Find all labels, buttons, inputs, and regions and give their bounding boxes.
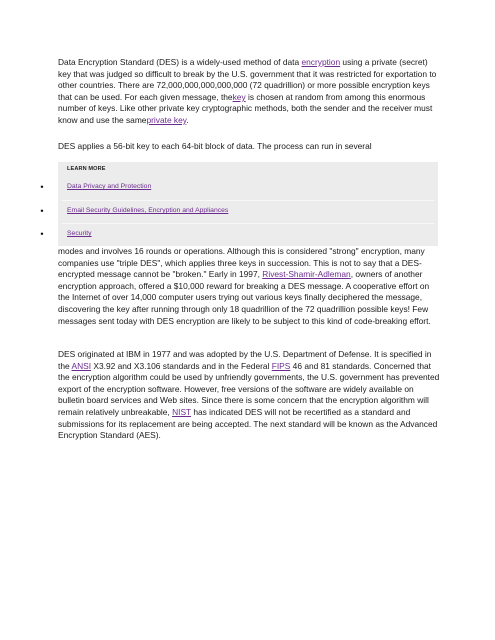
divider <box>62 223 434 224</box>
link-security[interactable]: Security <box>67 230 92 237</box>
bullet-icon: • <box>40 206 44 216</box>
learn-more-title: LEARN MORE <box>67 166 106 172</box>
link-data-privacy[interactable]: Data Privacy and Protection <box>67 183 152 190</box>
bullet-icon: • <box>40 229 44 239</box>
bullet-icon: • <box>40 182 44 192</box>
paragraph-text: is chosen at random from among this enormous number of keys. Like other private key cryptographic methods, both the sender and the receiver must know and use the same <box>58 91 433 125</box>
paragraph-text: DES originated at IBM in 1977 and was adopted by the U.S. Department of Defense. It is specified in the <box>58 349 432 371</box>
paragraph-text: . <box>186 114 189 125</box>
paragraph-text: has indicated DES will not be recertified as a standard and submissions for its replacement are being accepted. The next standard will be known as the Advanced Encryption Standard (AES). <box>58 406 438 441</box>
link-private-key[interactable]: private key <box>146 114 187 125</box>
link-fips[interactable]: FIPS <box>271 360 291 371</box>
paragraph-text: Data Encryption Standard (DES) is a widely-used method of data <box>58 57 302 67</box>
paragraph-text: modes and involves 16 rounds or operations. Although this is considered "strong" encryption, many companies use "triple DES", which applies three keys in succession. This is not to say that a DES-encrypted message cannot be "broken." Early in 1997, <box>58 246 425 280</box>
paragraph-text: using a private (secret) key that was judged so difficult to break by the U.S. government that it was restricted for exportation to other countries. There are 72,000,000,000,000,000 (72 quadrillion) or more possible encryption keys that can be used. For each given message, the <box>58 57 437 102</box>
paragraph-text: 46 and 81 standards. Concerned that the encryption algorithm could be used by unfriendly governments, the U.S. government has prevented export of the encryption software. However, free versions of the software are widely available on bulletin board services and Web sites. Since there is some concern that the encryption algorithm will remain relatively unbreakable, <box>58 360 440 417</box>
paragraph-modes <box>58 246 442 327</box>
link-email-security[interactable]: Email Security Guidelines, Encryption and Appliances <box>67 207 229 214</box>
paragraph-origin <box>58 349 442 442</box>
learn-more-item <box>40 205 438 217</box>
link-nist[interactable]: NIST <box>172 406 191 417</box>
link-ansi[interactable]: ANSI <box>71 360 92 371</box>
paragraph-text: , owners of another encryption approach, offered a $10,000 reward for breaking a DES message. A cooperative effort on the Internet of over 14,000 computer users trying out various keys finally deciphered the message, discovering the key after running through only 18 quadrillion of the 72 quadrillion possible keys! Few messages sent today with DES encryption are likely to be subject to this kind of code-breaking effort. <box>58 269 431 326</box>
link-key[interactable]: key <box>232 91 246 102</box>
link-encryption[interactable]: encryption <box>301 57 341 67</box>
learn-more-item <box>40 228 438 240</box>
paragraph-text: X3.92 and X3.106 standards and in the Federal <box>91 360 272 371</box>
divider <box>62 200 434 201</box>
paragraph-des-key: DES applies a 56-bit key to each 64-bit block of data. The process can run in several <box>58 141 372 151</box>
link-rsa[interactable]: Rivest-Shamir-Adleman <box>262 269 351 280</box>
learn-more-item <box>40 181 438 193</box>
paragraph-intro <box>58 57 442 127</box>
learn-more-box <box>40 162 438 246</box>
